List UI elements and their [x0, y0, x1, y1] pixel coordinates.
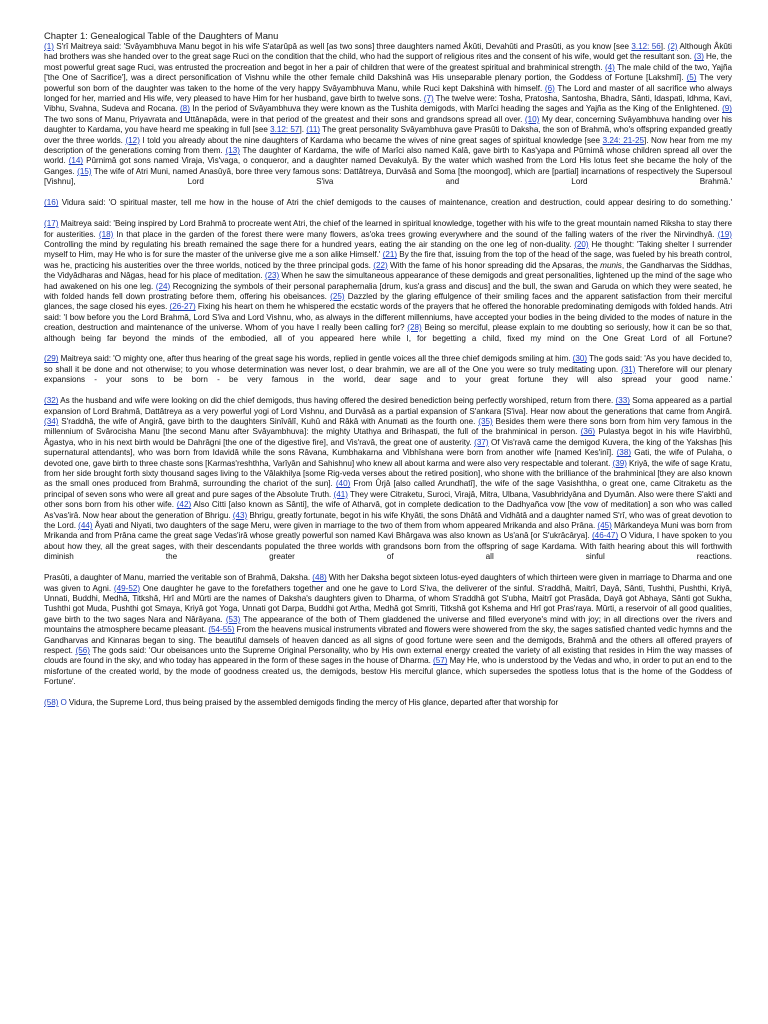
cross-reference-link[interactable]: 3.12: 56: [631, 42, 661, 51]
verse-text: He thought: 'Taking shelter I surrender myself to Him, may He who is for sure the master of the universe give me a son alike Himself.': [44, 239, 732, 260]
verse-text: I told you already about the nine daughters of Kardama who became the wives of nine great sages of spiritual knowledge [see: [139, 135, 603, 145]
verse-link[interactable]: (39): [612, 458, 627, 468]
verse-text: Therefore will our plenary expansions - your sons to be born - be very famous in the world, dear sage and to your great fortune they will also spread your good name.': [44, 364, 732, 385]
verse-link[interactable]: (48): [312, 573, 327, 583]
verse-text: The wife of Atri Muni, named Anasûyâ, bore three very famous sons: Dattâtreya, Durvâsâ and Soma [the moongod], which are [partial] incarnations of respectively the Supersoul [Vishnu], Lord S'iva and Lord Brahmâ.': [44, 166, 732, 187]
verse-link[interactable]: (25): [330, 291, 345, 301]
verse-link[interactable]: (46-47): [591, 531, 619, 541]
verse-link[interactable]: (20): [574, 239, 589, 249]
verse-text: When he saw the simultaneous appearance of these demigods and great personalities, lightened up the mind of the sage who had awakened on his one leg.: [44, 271, 733, 291]
verse-link[interactable]: (35): [478, 417, 493, 426]
verse-text: Fixing his heart on them he whispered the ecstatic words of the prayers that he offered the honorable predominating demigods with folded hands. Atri said: 'I bow before you the Lord Brahmâ, Lord S'iva and Lord Vishnu, who, as always in the different millenniums, have accepted your bodies in the being divided to the modes of nature in the creation, destruction and maintenance of the universe. Whom of you have I really been calling for?: [44, 302, 732, 333]
verse-text: Being so merciful, please explain to me doubting so seriously, how it can be so that, although being far beyond the minds of the embodied, all of you appeared here while I, for begetting a child, fixed my mind on the One Great Lord of all Fortune?: [44, 323, 733, 343]
document-page: [44, 30, 732, 719]
verse-link[interactable]: (23): [264, 271, 280, 281]
verse-link[interactable]: (57): [433, 656, 448, 666]
verse-link[interactable]: (19): [717, 229, 733, 239]
verse-text: S'raddhâ, the wife of Angirâ, gave birth to the daughters Sinîvâlî, Kuhû and Râkâ with Anumati as the fourth one.: [58, 417, 479, 426]
paragraph: [44, 573, 732, 687]
verse-text: With the fame of his honor spreading did the Apsaras, the: [387, 260, 601, 270]
paragraph: [44, 198, 732, 208]
verse-link[interactable]: (56): [75, 646, 90, 656]
verse-link[interactable]: (49-52): [113, 583, 141, 593]
verse-text: The great personality Svâyambhuva gave Prasûti to Daksha, the son of Brahmâ, who's offspring expanded greatly over the three worlds.: [44, 125, 733, 145]
highlighted-word: O: [60, 698, 67, 708]
verse-text: In the period of Svâyambhuva they were known as the Tushita demigods, with Marîci heading the sages and Yajña as the King of the Enlightened.: [189, 104, 723, 114]
verse-link[interactable]: (34): [44, 417, 59, 426]
verse-link[interactable]: (30): [572, 354, 588, 364]
verse-link[interactable]: (45): [597, 521, 612, 531]
verse-link[interactable]: (18): [98, 229, 114, 239]
italic-term: munis: [600, 260, 622, 270]
verse-link[interactable]: (42): [176, 500, 192, 510]
verse-link[interactable]: (32): [44, 396, 59, 406]
verse-text: The daughter of Kardama, the wife of Marîci also named Kalâ, gave birth to Kas'yapa and Pûrnimâ whose children spread all over the world.: [44, 146, 732, 166]
verse-link[interactable]: (54-55): [208, 625, 235, 635]
verse-link[interactable]: (15): [77, 166, 92, 176]
verse-text: ].: [660, 42, 668, 51]
verse-text: Vidura said: 'O spiritual master, tell me how in the house of Atri the chief demigods to the causes of maintenance, creation and destruction, could appear desiring to do something.': [58, 198, 732, 208]
verse-text: ].: [299, 125, 307, 135]
verse-text: May He, who is understood by the Vedas and who, in order to put an end to the misfortune of the created world, by the mode of goodness created us, the demigods, bestow His merciful glance, which supersedes the spotless lotus that is the home of the Goddess of Fortune'.: [44, 656, 733, 687]
verse-text: Vidura, the Supreme Lord, thus being praised by the assembled demigods finding the mercy of His glance, departed after that worship for: [66, 698, 559, 708]
verse-link[interactable]: (13): [225, 146, 240, 156]
verse-link[interactable]: (21): [382, 250, 398, 260]
verse-text: Prasûti, a daughter of Manu, married the veritable son of Brahmâ, Daksha.: [44, 573, 313, 583]
verse-link[interactable]: (5): [686, 73, 697, 83]
verse-text: Bhrigu, greatly fortunate, begot in his wife Khyâti, the sons Dhâtâ and Vidhâtâ and a daughter named S'rî, who was of great devotion to the Lord.: [44, 510, 732, 531]
verse-text: Soma appeared as a partial expansion of Lord Brahmâ, Dattâtreya as a very powerful yogi of Lord Vishnu, and Durvâsâ as a partial expansion of S'ankara [S'iva]. Hear now about the generations that came from Angirâ.: [44, 396, 732, 416]
cross-reference-link[interactable]: 3.24: 21-25: [602, 135, 644, 145]
verse-link[interactable]: (41): [333, 489, 348, 499]
verse-text: Although Âkûti had brothers was she handed over to the great sage Ruci on the condition that the child, who had the support of religious rites and the consent of his wife, would get the resultant son.: [44, 42, 732, 62]
verse-link[interactable]: (43): [232, 510, 248, 520]
verse-text: He, the most powerful great sage Ruci, was entrusted the procreation and begot in her a pair of children that were of the greatest spiritual and brahminical strength.: [44, 52, 732, 72]
chapter-body: [44, 42, 732, 709]
verse-text: ]. Now hear from me my description of the generations coming from them.: [44, 135, 732, 156]
verse-link[interactable]: (22): [373, 260, 388, 270]
verse-link[interactable]: (10): [524, 114, 540, 124]
verse-text: Kriyâ, the wife of sage Kratu, from her side brought forth sixty thousand sages living to the Vâlakhilya [some Rig-veda verses about the retired position], who shone with the brilliance of the brahminical [they are also known as the small ones produced from Brahmâ, surrounding the chariot of the sun].: [44, 458, 732, 489]
verse-link[interactable]: (8): [179, 104, 190, 114]
verse-text: The very powerful son born of the daughter was taken to the home of the very happy Svâyambhuva Manu, while Ruci kept Dakshinâ with himself.: [44, 73, 732, 93]
verse-link[interactable]: (7): [423, 94, 434, 104]
verse-text: One daughter he gave to the forefathers together and one he gave to Lord S'iva, the deliverer of the sinful. S'raddhâ, Maitrî, Dayâ, Sânti, Tushthi, Pushthi, Kriyâ, Unnati, Buddhi, Medhâ, Titkshâ, Hrî and Mûrti are the names of Daksha's daughters given to Dharma, of whom S'raddhâ got S'ubha, Maitrî got Prasâda, Dayâ got Abhaya, Sânti got Sukha, Tushthi got Muda, Pushthi got Smaya, Kriyâ got Yoga, Unnati got Darpa, Buddhi got Artha, Medhâ got Smriti, Titkshâ got Kshema and Hrî got Pras'raya. Mûrti, a reservoir of all good qualities, gave birth to the two sages Nara and Nârâyana.: [44, 583, 732, 624]
verse-text: They were Citraketu, Suroci, Virajâ, Mitra, Ulbana, Vasubhridyâna and Dyumân. Also were there S'akti and other sons born from his other wife.: [44, 489, 732, 510]
verse-text: The male child of the two, Yajña ['the One of Sacrifice'], was a direct personification of Vishnu while the other female child Dakshinâ was His unseparable plenary portion, the Goddess of Fortune [Lakshmî].: [44, 62, 732, 83]
verse-link[interactable]: (33): [615, 396, 630, 406]
cross-reference-link[interactable]: 3.12: 57: [270, 125, 300, 135]
verse-text: Of Vis'ravâ came the demigod Kuvera, the king of the Yakshas [his supernatural attendants], who was born from Idavidâ while the sons Râvana, Kumbhakarna and Vibhîshana were born from another wife [named Kes'inî].: [44, 437, 733, 458]
verse-link[interactable]: (38): [616, 448, 632, 458]
verse-text: Besides them were there sons born from him very famous in the millennium of Svârocisha Manu [the second Manu after Svâyambhuva]: the mighty Utathya and Brihaspati, the full of the brahminical in person.: [44, 417, 732, 437]
paragraph: [44, 354, 732, 385]
verse-text: Dazzled by the glaring effulgence of their smiling faces and the apparent satisfaction from their merciful glances, the sage closed his eyes.: [44, 291, 732, 312]
verse-text: The twelve were: Tosha, Pratosha, Santosha, Bhadra, Sânti, Idaspati, Idhma, Kavi, Vibhu, Svahna, Sudeva and Rocana.: [44, 94, 732, 114]
verse-link[interactable]: (9): [722, 104, 732, 114]
chapter-title: Chapter 1: Genealogical Table of the Daughters of Manu: [44, 30, 279, 41]
verse-text: , the Gandharvas the Siddhas, the Vidyâdharas and Nâgas, head for his place of meditation.: [44, 260, 732, 281]
verse-text: In that place in the garden of the forest there were many flowers, as'oka trees growing everywhere and the sound of the falling waters of the river the Nirvindhyâ.: [113, 229, 718, 239]
verse-link[interactable]: (17): [44, 219, 59, 229]
verse-link[interactable]: (3): [693, 52, 704, 62]
verse-text: From the heavens musical instruments vibrated and flowers were showered from the sky, the sages satisfied chanted vedic hymns and the Gandharvas and Kinnaras began to sing. The beautiful damsels of heaven danced as all signs of good fortune were seen and the demigods, Brahmâ and the others all offered prayers of respect.: [44, 625, 732, 656]
verse-link[interactable]: (29): [44, 354, 59, 364]
verse-text: The Lord and master of all sacrifice who always longed for her, married and His wife, very pleased to have Him for her husband, gave birth to twelve sons.: [44, 83, 733, 104]
verse-text: Pulastya begot in his wife Havirbhû, Âgastya, who in his next birth would be Dahrâgni [the one of the digestive fire], and Vis'ravâ, the great one of austerity.: [44, 427, 732, 447]
verse-text: Âyati and Niyati, two daughters of the sage Meru, were given in marriage to the two of them from whom appeared Mrikanda and also Prâna.: [92, 521, 598, 531]
verse-text: Pûrnimâ got sons named Viraja, Vis'vaga, o conqueror, and a daughter named Devakulyâ. By the water which washed from the Lord His lotus feet she became the holy of the Ganges.: [44, 156, 732, 176]
verse-link[interactable]: (31): [621, 364, 636, 374]
verse-link[interactable]: (53): [225, 614, 241, 624]
verse-link[interactable]: (12): [125, 135, 140, 145]
verse-link[interactable]: (36): [580, 427, 596, 437]
verse-link[interactable]: (26-27): [169, 302, 196, 312]
verse-text: Also Citti [also known as Sânti], the wife of Atharvâ, got in complete dedication to the Dadhyañca vow [the vow of meditation] a son who was called As'vas'irâ. Now hear about the generation of Bhrigu.: [44, 500, 732, 520]
verse-text: The gods said: 'Our obeisances unto the Supreme Original Personality, who by His own external energy created the variety of all existing that resides in Him the way masses of clouds are found in the sky, and who today has appeared in the form of these sages in the house of Dharma.: [44, 646, 732, 666]
verse-link[interactable]: (16): [44, 198, 59, 208]
verse-text: S'rî Maitreya said: 'Svâyambhuva Manu begot in his wife S'atarûpâ as well [as two sons] three daughters named Âkûti, Devahûti and Prasûti, as you know [see: [53, 42, 632, 51]
paragraph: [44, 42, 732, 188]
verse-link[interactable]: (11): [306, 125, 321, 135]
verse-text: Gati, the wife of Pulaha, o devoted one, gave birth to three chaste sons [Karmas'reshthha, Varîyân and Sahishnu] who knew all about karma and were also very respectable and tolerant.: [44, 448, 732, 468]
verse-text: Mârkandeya Muni was born from Mrikanda and from Prâna came the great sage Vedas'irâ whose greatly powerful son named Kavi Bhârgava was also known as Us'anâ [or S'ukrâcârya].: [44, 521, 732, 541]
verse-text: With her Daksha begot sixteen lotus-eyed daughters of which thirteen were given in marriage to Dharma and one was given to Agni.: [44, 573, 732, 593]
verse-link[interactable]: (44): [78, 521, 93, 531]
verse-link[interactable]: (6): [544, 83, 555, 93]
verse-text: Maitreya said: 'Being inspired by Lord Brahmâ to procreate went Atri, the chief of the learned in spiritual knowledge, together with his wife to the great mountain named Riksha to stay there for austerities.: [44, 219, 732, 239]
verse-link[interactable]: (24): [155, 281, 171, 291]
verse-text: From Ûrjâ [also called Arundhatî], the wife of the sage Vasishthha, o great one, came Citraketu as the principal of seven sons who were all great and pure sages of the Absolute Truth.: [44, 479, 732, 499]
verse-text: My dear, concerning Svâyambhuva handing over his daughter to Kardama, you have heard me speaking in full [see: [44, 114, 732, 135]
paragraph: [44, 219, 732, 344]
verse-text: Controlling the mind by regulating his breath remained the sage there for a hundred years, eating the air standing on the one leg of non-duality.: [44, 239, 575, 249]
verse-text: As the husband and wife were looking on did the chief demigods, thus having offered the desired benediction being perfectly worshiped, return from there.: [58, 396, 616, 406]
paragraph: [44, 698, 732, 708]
verse-text: Recognizing the symbols of their personal paraphernalia [drum, kus'a grass and discus] and the bull, the swan and Garuda on which they were seated, he with folded hands fell down prostrating before them, offering his obeisances.: [44, 281, 732, 301]
verse-link[interactable]: (28): [407, 323, 422, 333]
verse-link[interactable]: (14): [68, 156, 84, 166]
verse-text: The two sons of Manu, Priyavrata and Uttânapâda, were in that period of the greatest and their sons and grandsons spread all over.: [44, 114, 525, 124]
verse-text: By the fire that, issuing from the top of the head of the sage, was fueled by his breath control, was he, practicing his austerities over the three worlds, noticed by the three principal gods.: [44, 250, 732, 270]
verse-link[interactable]: (40): [335, 479, 351, 489]
paragraph: [44, 396, 732, 563]
verse-link[interactable]: (58): [44, 698, 59, 708]
verse-text: The gods said: 'As you have decided to, so shall it be done and not otherwise; to you whose determination was never lost, o dear brahmin, we are all of the One you were so truly meditating upon.: [44, 354, 732, 374]
verse-link[interactable]: (2): [667, 42, 678, 51]
verse-text: Maitreya said: 'O mighty one, after thus hearing of the great sage his words, replied in gentle voices all the three chief demigods smiling at him.: [58, 354, 573, 364]
verse-text: The appearance of the both of Them gladdened the universe and filled everyone's mind with joy; in all directions over the rivers and mountains the atmosphere became pleasant.: [44, 614, 732, 635]
verse-text: O Vidura, I have spoken to you about how they, all the great sages, with their descendants populated the three worlds with grandsons born from the offspring of sage Kardama. With faith hearing about this will forthwith diminish the greater of all sinful reactions.: [44, 531, 732, 562]
verse-link[interactable]: (37): [474, 437, 489, 447]
verse-link[interactable]: (1): [44, 42, 54, 51]
verse-link[interactable]: (4): [604, 62, 615, 72]
